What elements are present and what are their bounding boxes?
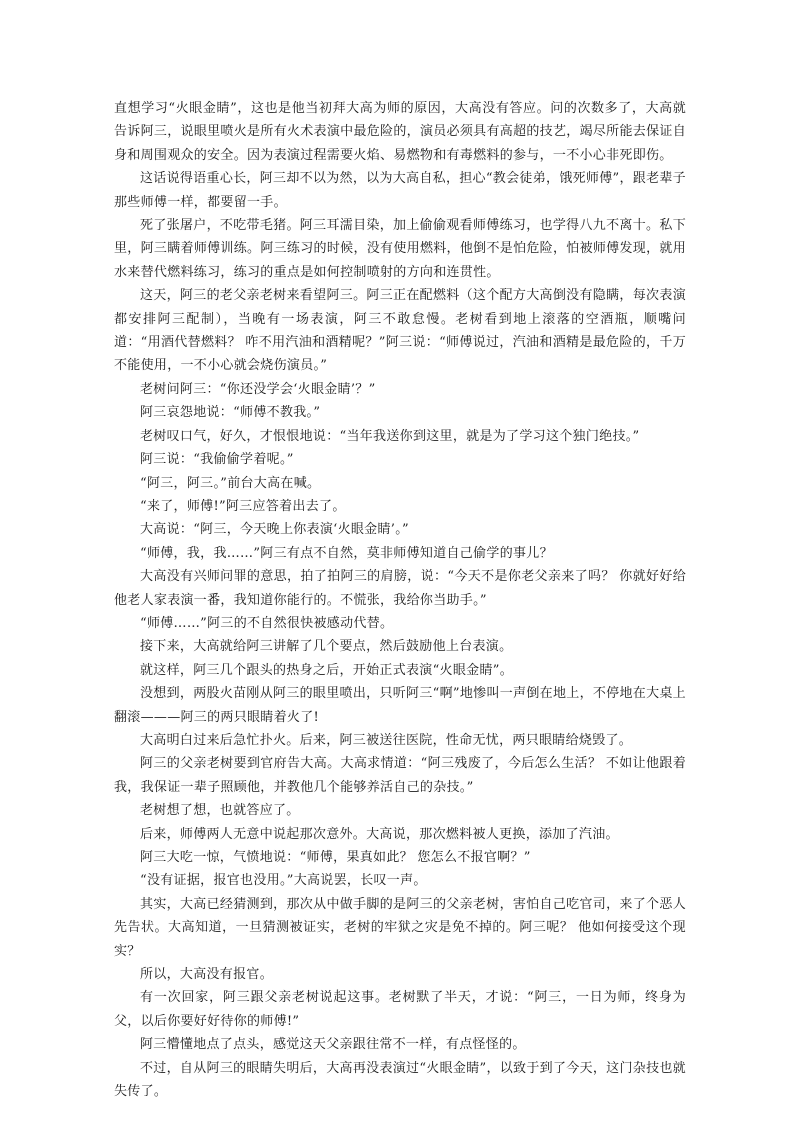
story-text bbox=[114, 97, 686, 1103]
paragraph: 阿三哀怨地说：“师傅不教我。” bbox=[140, 405, 321, 421]
paragraph: 没想到，两股火苗刚从阿三的眼里喷出，只听阿三“啊”地惨叫一声倒在地上，不停地在大桌上翻滚———阿三的两只眼睛着火了! bbox=[114, 686, 686, 725]
paragraph: 阿三大吃一惊，气愤地说：“师傅，果真如此？ 您怎么不报官啊？” bbox=[140, 850, 531, 865]
paragraph: 就这样，阿三几个跟头的热身之后，开始正式表演“火眼金睛”。 bbox=[140, 662, 513, 678]
paragraph: 其实，大高已经猜测到，那次从中做手脚的是阿三的父亲老树，害怕自己吃官司，来了个恶人先告状。大高知道，一旦猜测被证实，老树的牢狱之灾是免不掉的。阿三呢？ 他如何接受这个现实？ bbox=[114, 896, 686, 959]
paragraph: “师傅，我，我……”阿三有点不自然，莫非师傅知道自己偷学的事儿？ bbox=[140, 545, 553, 561]
paragraph: 大高明白过来后急忙扑火。后来，阿三被送往医院，性命无忧，两只眼睛给烧毁了。 bbox=[140, 732, 633, 748]
paragraph: 不过，自从阿三的眼睛失明后，大高再没表演过“火眼金睛”，以致于到了今天，这门杂技也就失传了。 bbox=[114, 1060, 686, 1100]
paragraph: 所以，大高没有报官。 bbox=[140, 967, 274, 983]
paragraph: 这天，阿三的老父亲老树来看望阿三。阿三正在配燃料（这个配方大高倒没有隐瞒，每次表演都安排阿三配制），当晚有一场表演，阿三不敢怠慢。老树看到地上滚落的空酒瓶，顺嘴问道：“用酒代替燃料？ 咋不用汽油和酒精呢？”阿三说：“师傅说过，汽油和酒精是最危险的，千万不能使用，一不小心就会烧伤演员。” bbox=[114, 288, 686, 374]
paragraph: 死了张屠户，不吃带毛猪。阿三耳濡目染，加上偷偷观看师傅练习，也学得八九不离十。私下里，阿三瞒着师傅训练。阿三练习的时候，没有使用燃料，他倒不是怕危险，怕被师傅发现，就用水来替代燃料练习，练习的重点是如何控制喷射的方向和连贯性。 bbox=[114, 218, 686, 280]
paragraph: 这话说得语重心长，阿三却不以为然，以为大高自私，担心“教会徒弟，饿死师傅”，跟老辈子那些师傅一样，都要留一手。 bbox=[114, 171, 686, 210]
paragraph: 阿三的父亲老树要到官府告大高。大高求情道：“阿三残废了，今后怎么生活？ 不如让他跟着我，我保证一辈子照顾他，并教他几个能够养活自己的杂技。” bbox=[114, 756, 686, 795]
paragraph: 大高没有兴师问罪的意思，拍了拍阿三的肩膀，说：“今天不是你老父亲来了吗？ 你就好好给他老人家表演一番，我知道你能行的。不慌张，我给你当助手。” bbox=[114, 569, 686, 608]
paragraph: “没有证据，报官也没用。”大高说罢，长叹一声。 bbox=[140, 873, 427, 889]
paragraph: 阿三懵懂地点了点头，感觉这天父亲跟往常不一样，有点怪怪的。 bbox=[140, 1037, 526, 1053]
paragraph: “师傅……”阿三的不自然很快被感动代替。 bbox=[140, 615, 394, 631]
paragraph: 大高说：“阿三，今天晚上你表演‘火眼金睛’。” bbox=[140, 522, 409, 538]
paragraph: 接下来，大高就给阿三讲解了几个要点，然后鼓励他上台表演。 bbox=[140, 639, 513, 655]
paragraph: 老树叹口气，好久，才恨恨地说：“当年我送你到这里，就是为了学习这个独门绝技。” bbox=[140, 428, 640, 444]
paragraph: 阿三说：“我偷偷学着呢。” bbox=[140, 452, 294, 468]
paragraph: “阿三，阿三。”前台大高在喊。 bbox=[140, 475, 321, 491]
paragraph: “来了，师傅!”阿三应答着出去了。 bbox=[140, 498, 346, 514]
paragraph: 老树想了想，也就答应了。 bbox=[140, 803, 300, 819]
paragraph: 后来，师傅两人无意中说起那次意外。大高说，那次燃料被人更换，添加了汽油。 bbox=[140, 826, 619, 842]
paragraph: 老树问阿三：“你还没学会‘火眼金睛’？” bbox=[140, 381, 376, 397]
paragraph: 有一次回家，阿三跟父亲老树说起这事。老树默了半天，才说：“阿三，一日为师，终身为父，以后你要好好待你的师傅!” bbox=[114, 990, 686, 1029]
paragraph: 直想学习“火眼金睛”，这也是他当初拜大高为师的原因，大高没有答应。问的次数多了，大高就告诉阿三，说眼里喷火是所有火术表演中最危险的，演员必须具有高超的技艺，竭尽所能去保证自身和周围观众的安全。因为表演过程需要火焰、易燃物和有毒燃料的参与，一不小心非死即伤。 bbox=[114, 101, 686, 163]
